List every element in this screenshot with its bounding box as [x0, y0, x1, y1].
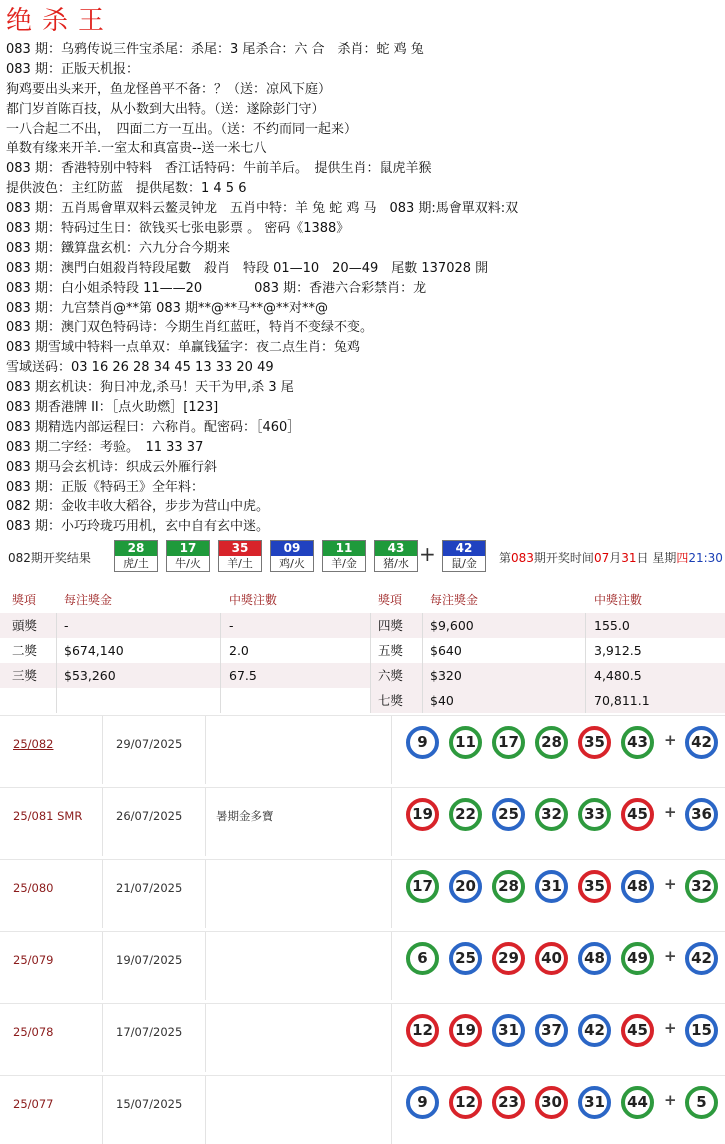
- prediction-line: 083 期精选内部运程曰：六称肖。配密码：［460］: [6, 419, 301, 435]
- draw-result-label: 082期开奖结果: [8, 551, 91, 565]
- draw-number: 25/081 SMR: [13, 809, 83, 823]
- prediction-line: 083 期：特码过生日：欲钱买七张电影票 。 密码《1388》: [6, 221, 350, 237]
- plus-sign: +: [419, 542, 436, 566]
- column-divider: [585, 688, 586, 713]
- lottery-ball: 6: [406, 942, 439, 975]
- draw-number: 25/079: [13, 953, 54, 967]
- lottery-ball: 31: [492, 1014, 525, 1047]
- prize-amount: $40: [430, 693, 454, 708]
- draw-number: 25/078: [13, 1025, 54, 1039]
- column-divider: [205, 860, 206, 928]
- lottery-ball: 40: [535, 942, 568, 975]
- column-divider: [56, 688, 57, 713]
- lottery-ball: 25: [449, 942, 482, 975]
- column-divider: [102, 860, 103, 928]
- column-divider: [422, 638, 423, 663]
- lottery-ball: 12: [406, 1014, 439, 1047]
- prize-header-cell: 獎項: [12, 593, 37, 607]
- special-ball: 32: [685, 870, 718, 903]
- special-ball: 42: [685, 942, 718, 975]
- prediction-line: 083 期雪域中特料一点单双：单赢钱猛字：夜二点生肖：兔鸡: [6, 340, 360, 356]
- prediction-line: 083 期：小巧玲珑巧用机，玄中自有玄中迷。: [6, 519, 269, 535]
- lottery-ball: 45: [621, 798, 654, 831]
- prediction-line: 提供波色：主红防蓝 提供尾数：1 4 5 6: [6, 181, 247, 197]
- prize-header-cell: 獎項: [378, 593, 403, 607]
- history-row: [0, 787, 725, 856]
- prediction-line: 083 期香港牌 II：［点火助燃］[123]: [6, 400, 219, 416]
- lottery-ball: 12: [449, 1086, 482, 1119]
- special-ball: 5: [685, 1086, 718, 1119]
- lottery-ball: 28: [535, 726, 568, 759]
- special-ball: 42: [685, 726, 718, 759]
- draw-ball-tile: [322, 540, 366, 572]
- prediction-line: 082 期：金收丰收大稻谷，步步为营山中虎。: [6, 499, 269, 515]
- ball-number: 35: [219, 541, 261, 556]
- draw-ball-tile: [270, 540, 314, 572]
- column-divider: [56, 663, 57, 688]
- column-divider: [391, 1076, 392, 1144]
- lottery-ball: 35: [578, 870, 611, 903]
- prize-header-row: [0, 588, 725, 613]
- lottery-ball: 22: [449, 798, 482, 831]
- column-divider: [370, 688, 371, 713]
- prize-count: 3,912.5: [594, 643, 642, 658]
- prediction-line: 083 期：白小姐杀特段 11——20 083 期：香港六合彩禁肖：龙: [6, 280, 427, 296]
- lottery-ball: 9: [406, 726, 439, 759]
- lottery-ball: 32: [535, 798, 568, 831]
- prize-name: 六獎: [378, 668, 404, 683]
- column-divider: [370, 613, 371, 638]
- lottery-ball: 20: [449, 870, 482, 903]
- prize-row: [0, 663, 725, 688]
- prediction-line: 083 期：五肖馬會單双料云鳌灵钟龙 五肖中特：羊 兔 蛇 鸡 马 083 期:馬會單双料:双: [6, 201, 519, 217]
- ball-zodiac: 羊/土: [227, 557, 253, 570]
- prize-count: 4,480.5: [594, 668, 642, 683]
- prediction-line: 083 期：香港特别中特料 香江话特码：牛前羊后。 提供生肖：鼠虎羊猴: [6, 161, 432, 177]
- prize-name: 七獎: [378, 693, 404, 708]
- prize-header-cell: 每注獎金: [64, 593, 113, 607]
- column-divider: [205, 1004, 206, 1072]
- column-divider: [585, 638, 586, 663]
- lottery-ball: 35: [578, 726, 611, 759]
- prize-row: [0, 613, 725, 638]
- prize-row: [0, 688, 725, 713]
- draw-ball-tile: [218, 540, 262, 572]
- ball-number: 09: [271, 541, 313, 556]
- prize-header-cell: 中獎注數: [229, 593, 278, 607]
- prediction-line: 083 期马会玄机诗：织成云外雁行斜: [6, 459, 217, 475]
- lottery-ball: 11: [449, 726, 482, 759]
- lottery-ball: 31: [535, 870, 568, 903]
- lottery-ball: 17: [492, 726, 525, 759]
- column-divider: [205, 1076, 206, 1144]
- prize-count: -: [229, 618, 234, 633]
- history-row: [0, 715, 725, 784]
- prize-name: 三獎: [12, 668, 38, 683]
- draw-number: 25/080: [13, 881, 54, 895]
- prediction-line: 单数有缘来开羊.一室太和真富贵--送一米七八: [6, 141, 267, 157]
- history-row: [0, 931, 725, 1000]
- column-divider: [102, 788, 103, 856]
- column-divider: [220, 663, 221, 688]
- column-divider: [56, 638, 57, 663]
- draw-number: 25/077: [13, 1097, 54, 1111]
- prediction-line: 083 期：鐵算盘玄机：六九分合今期来: [6, 240, 230, 256]
- lottery-ball: 30: [535, 1086, 568, 1119]
- draw-date: 17/07/2025: [116, 1025, 183, 1039]
- column-divider: [220, 638, 221, 663]
- column-divider: [422, 613, 423, 638]
- prediction-line: 狗鸡要出头来开，鱼龙怪兽平不备：？（送：凉风下庭）: [6, 81, 332, 97]
- prize-amount: $674,140: [64, 643, 124, 658]
- prize-count: 70,811.1: [594, 693, 650, 708]
- prize-amount: $9,600: [430, 618, 474, 633]
- special-ball: 36: [685, 798, 718, 831]
- draw-ball-tile: [166, 540, 210, 572]
- ball-number: 42: [443, 541, 485, 556]
- ball-number: 43: [375, 541, 417, 556]
- lottery-ball: 33: [578, 798, 611, 831]
- prediction-line: 083 期：乌鸦传说三件宝杀尾：杀尾：3 尾杀合：六 合 杀肖：蛇 鸡 兔: [6, 42, 424, 57]
- prediction-line: 083 期：澳門白姐殺肖特段尾數 殺肖 特段 01—10 20—49 尾數 137028 開: [6, 260, 489, 276]
- prize-row: [0, 638, 725, 663]
- column-divider: [205, 932, 206, 1000]
- ball-zodiac: 猪/水: [383, 557, 409, 570]
- column-divider: [585, 663, 586, 688]
- plus-sign: +: [664, 1019, 677, 1037]
- column-divider: [391, 1004, 392, 1072]
- ball-number: 28: [115, 541, 157, 556]
- prize-amount: -: [64, 618, 69, 633]
- lottery-ball: 43: [621, 726, 654, 759]
- prediction-line: 083 期：九宫禁肖@**第 083 期**@**马**@**对**@: [6, 300, 329, 316]
- prize-amount: $320: [430, 668, 462, 683]
- lottery-ball: 9: [406, 1086, 439, 1119]
- prize-amount: $640: [430, 643, 462, 658]
- plus-sign: +: [664, 1091, 677, 1109]
- column-divider: [205, 788, 206, 856]
- plus-sign: +: [664, 947, 677, 965]
- prize-name: 五獎: [378, 643, 404, 658]
- lottery-ball: 28: [492, 870, 525, 903]
- column-divider: [422, 663, 423, 688]
- prize-header-cell: 每注獎金: [430, 593, 479, 607]
- lottery-ball: 48: [578, 942, 611, 975]
- column-divider: [391, 860, 392, 928]
- lottery-ball: 31: [578, 1086, 611, 1119]
- next-draw-info: 第083期开奖时间07月31日 星期四21:30: [499, 551, 723, 565]
- column-divider: [391, 788, 392, 856]
- column-divider: [391, 932, 392, 1000]
- ball-zodiac: 虎/土: [123, 557, 149, 570]
- ball-zodiac: 鼠/金: [451, 557, 477, 570]
- ball-number: 11: [323, 541, 365, 556]
- ball-zodiac: 牛/火: [175, 557, 201, 570]
- prediction-line: 083 期二字经：考验。 11 33 37: [6, 439, 204, 455]
- prediction-line: 一八合起二不出， 四面二方一互出。（送：不约而同一起来）: [6, 121, 358, 137]
- ball-zodiac: 鸡/火: [279, 557, 305, 570]
- prize-name: 四獎: [378, 618, 404, 633]
- prediction-line: 083 期：正版天机报：: [6, 61, 139, 77]
- prediction-line: 083 期：正版《特码王》全年料：: [6, 479, 204, 495]
- column-divider: [56, 613, 57, 638]
- column-divider: [585, 613, 586, 638]
- column-divider: [220, 688, 221, 713]
- history-row: [0, 1075, 725, 1144]
- column-divider: [205, 716, 206, 784]
- prize-header-cell: 中獎注數: [594, 593, 643, 607]
- ball-number: 17: [167, 541, 209, 556]
- prize-name: 二獎: [12, 643, 38, 658]
- lottery-ball: 19: [449, 1014, 482, 1047]
- history-row: [0, 1003, 725, 1072]
- draw-date: 15/07/2025: [116, 1097, 183, 1111]
- plus-sign: +: [664, 875, 677, 893]
- column-divider: [391, 716, 392, 784]
- draw-ball-tile: [114, 540, 158, 572]
- draw-note: 暑期金多寶: [216, 809, 274, 823]
- lottery-ball: 42: [578, 1014, 611, 1047]
- lottery-ball: 37: [535, 1014, 568, 1047]
- prediction-line: 都门岁首陈百技，从小数到大出特。（送：遂除彭门守）: [6, 101, 325, 117]
- special-ball: 15: [685, 1014, 718, 1047]
- draw-date: 29/07/2025: [116, 737, 183, 751]
- draw-number[interactable]: 25/082: [13, 737, 54, 751]
- lottery-ball: 29: [492, 942, 525, 975]
- lottery-ball: 44: [621, 1086, 654, 1119]
- plus-sign: +: [664, 731, 677, 749]
- prize-table: [0, 588, 725, 712]
- lottery-ball: 45: [621, 1014, 654, 1047]
- column-divider: [422, 688, 423, 713]
- column-divider: [102, 716, 103, 784]
- lottery-ball: 48: [621, 870, 654, 903]
- draw-ball-tile: [374, 540, 418, 572]
- page-title: 绝杀王: [6, 6, 115, 36]
- prediction-line: 083 期玄机诀：狗日冲龙,杀马！天干为甲,杀 3 尾: [6, 380, 294, 396]
- prediction-line: 雪域送码：03 16 26 28 34 45 13 33 20 49: [6, 360, 274, 376]
- prize-amount: $53,260: [64, 668, 116, 683]
- lottery-ball: 17: [406, 870, 439, 903]
- column-divider: [370, 663, 371, 688]
- history-row: [0, 859, 725, 928]
- ball-zodiac: 羊/金: [331, 557, 357, 570]
- lottery-ball: 23: [492, 1086, 525, 1119]
- prize-name: 頭獎: [12, 618, 38, 633]
- draw-date: 26/07/2025: [116, 809, 183, 823]
- column-divider: [220, 613, 221, 638]
- prize-count: 2.0: [229, 643, 249, 658]
- lottery-ball: 19: [406, 798, 439, 831]
- draw-date: 21/07/2025: [116, 881, 183, 895]
- column-divider: [102, 1004, 103, 1072]
- prize-count: 155.0: [594, 618, 630, 633]
- draw-result-strip: [0, 540, 725, 576]
- draw-date: 19/07/2025: [116, 953, 183, 967]
- prize-count: 67.5: [229, 668, 257, 683]
- column-divider: [102, 1076, 103, 1144]
- lottery-ball: 49: [621, 942, 654, 975]
- prediction-line: 083 期：澳门双色特码诗：今期生肖红蓝旺，特肖不变绿不变。: [6, 320, 373, 336]
- prediction-lines: [6, 40, 721, 537]
- lottery-ball: 25: [492, 798, 525, 831]
- column-divider: [102, 932, 103, 1000]
- plus-sign: +: [664, 803, 677, 821]
- column-divider: [370, 638, 371, 663]
- draw-ball-tile: [442, 540, 486, 572]
